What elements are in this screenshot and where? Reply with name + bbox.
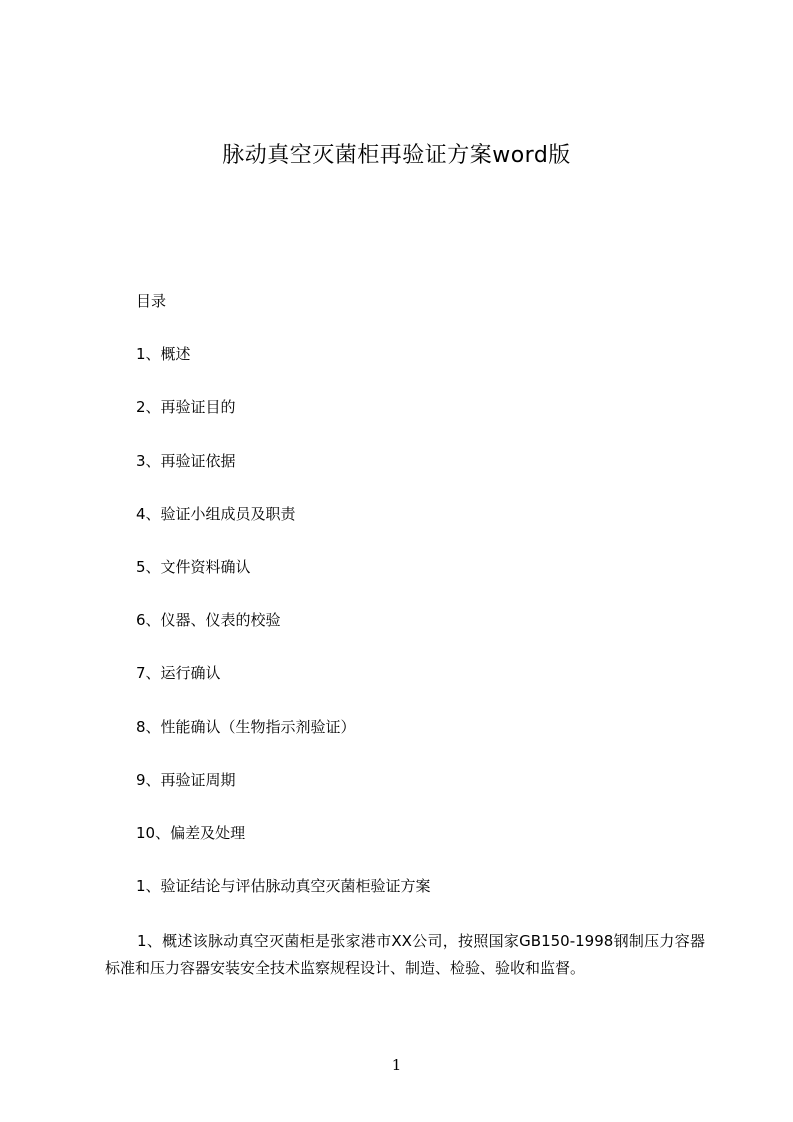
toc-item: 6、仪器、仪表的校验 [136,611,281,629]
toc-heading: 目录 [136,292,167,310]
toc-item: 10、偏差及处理 [136,824,246,842]
toc-item: 2、再验证目的 [136,398,236,416]
toc-item: 3、再验证依据 [136,452,236,470]
page-number: 1 [391,1056,402,1074]
toc-item: 5、文件资料确认 [136,558,251,576]
toc-item: 7、运行确认 [136,664,221,682]
toc-item: 1、概述 [136,345,191,363]
document-title: 脉动真空灭菌柜再验证方案word版 [222,143,571,168]
body-paragraph: 1、概述该脉动真空灭菌柜是张家港市XX公司，按照国家GB150-1998钢制压力容器标准和压力容器安装安全技术监察规程设计、制造、检验、验收和监督。 [105,932,705,977]
toc-item: 1、验证结论与评估脉动真空灭菌柜验证方案 [136,877,431,895]
toc-item: 8、性能确认（生物指示剂验证） [136,718,356,736]
toc-item: 4、验证小组成员及职责 [136,505,296,523]
toc-item: 9、再验证周期 [136,771,236,789]
